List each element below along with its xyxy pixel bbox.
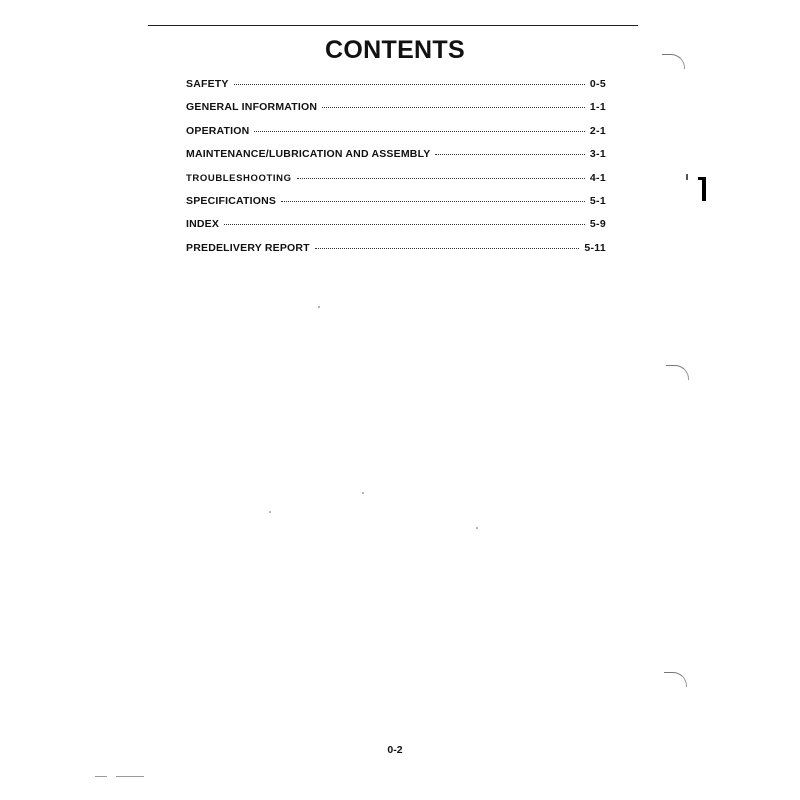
toc-entry-maintenance-lubrication-assembly[interactable] — [186, 148, 606, 171]
toc-entry-label: GENERAL INFORMATION — [186, 101, 318, 114]
toc-entry-page: 5-11 — [584, 241, 606, 254]
tab-tick — [686, 174, 688, 180]
toc-entry-specifications[interactable] — [186, 195, 606, 218]
toc-entry-label: INDEX — [186, 218, 220, 231]
table-of-contents — [186, 78, 606, 265]
toc-entry-predelivery-report[interactable] — [186, 242, 606, 265]
dot-leader — [224, 224, 585, 225]
toc-entry-label: PREDELIVERY REPORT — [186, 241, 310, 254]
dot-leader — [315, 248, 580, 249]
toc-entry-label: TROUBLESHOOTING — [186, 172, 292, 184]
scan-dash — [95, 776, 107, 777]
dot-leader — [322, 107, 585, 108]
toc-entry-label: SAFETY — [186, 78, 229, 90]
toc-entry-page: 1-1 — [589, 101, 606, 114]
toc-entry-page: 2-1 — [589, 124, 606, 137]
toc-entry-safety[interactable] — [186, 78, 606, 101]
toc-entry-page: 4-1 — [589, 171, 606, 184]
toc-entry-page: 3-1 — [589, 148, 606, 161]
toc-entry-label: MAINTENANCE/LUBRICATION AND ASSEMBLY — [186, 148, 431, 161]
toc-entry-page: 0-5 — [589, 78, 606, 90]
dot-leader — [297, 178, 585, 179]
toc-entry-label: OPERATION — [186, 124, 250, 137]
dot-leader — [234, 84, 585, 85]
toc-entry-page: 5-9 — [589, 218, 606, 231]
toc-entry-index[interactable] — [186, 218, 606, 241]
chapter-tab-marker — [697, 175, 707, 201]
scan-dash — [116, 776, 144, 777]
page-number: 0-2 — [387, 744, 403, 756]
page-title: CONTENTS — [325, 36, 465, 64]
binder-hole-mark — [666, 365, 689, 380]
tab-bar — [702, 177, 706, 201]
scan-speck — [362, 492, 364, 494]
dot-leader — [281, 201, 585, 202]
toc-entry-label: SPECIFICATIONS — [186, 194, 277, 207]
scan-speck — [318, 306, 320, 308]
binder-hole-mark — [664, 672, 687, 687]
toc-entry-troubleshooting[interactable] — [186, 172, 606, 195]
toc-entry-page: 5-1 — [589, 194, 606, 207]
top-rule — [148, 25, 638, 26]
scan-speck — [476, 527, 478, 529]
dot-leader — [435, 154, 584, 155]
toc-entry-operation[interactable] — [186, 125, 606, 148]
dot-leader — [254, 131, 584, 132]
scan-speck — [269, 511, 271, 513]
toc-entry-general-information[interactable] — [186, 101, 606, 124]
